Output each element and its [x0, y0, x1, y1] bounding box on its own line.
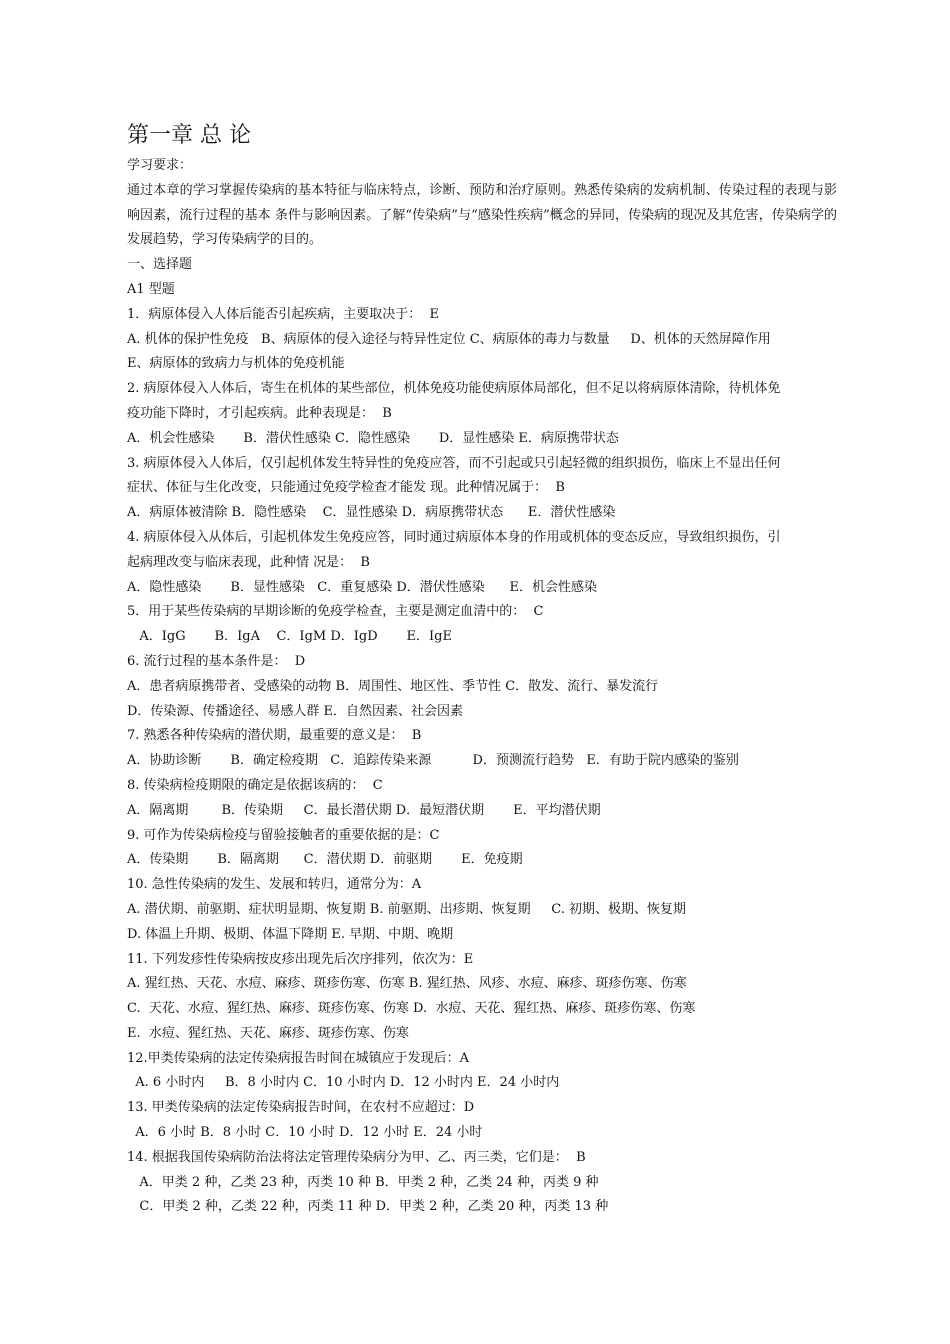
question-line: A．患者病原携带者、受感染的动物 B．周围性、地区性、季节性 C．散发、流行、暴发流行 — [127, 678, 659, 694]
question-line: A．隔离期 B．传染期 C．最长潜伏期 D．最短潜伏期 E．平均潜伏期 — [127, 802, 601, 818]
question-line: E. 水痘、猩红热、天花、麻疹、斑疹伤寒、伤寒 — [127, 1025, 409, 1041]
question-line: A．传染期 B．隔离期 C．潜伏期 D．前驱期 E．免疫期 — [127, 852, 523, 868]
question-line: 症状、体征与生化改变，只能通过免疫学检查才能发 现。此种情况属于： B — [127, 480, 565, 496]
question-line: 5．用于某些传染病的早期诊断的免疫学检查，主要是测定血清中的： C — [127, 604, 544, 620]
document-page — [127, 120, 837, 1220]
question-line: 疫功能下降时，才引起疾病。此种表现是： B — [127, 405, 392, 421]
question-line: A. 机体的保护性免疫 B、病原体的侵入途径与特异性定位 C、病原体的毒力与数量 D、机体的天然屏障作用 — [127, 331, 771, 347]
question-line: A．隐性感染 B．显性感染 C．重复感染 D．潜伏性感染 E．机会性感染 — [127, 579, 598, 595]
requirements-body: 通过本章的学习掌握传染病的基本特征与临床特点，诊断、预防和治疗原则。熟悉传染病的发病机制、传染过程的表现与影响因素，流行过程的基本 条件与影响因素。了解“传染病”与“感染性疾病”概念的异同，传染病的现况及其危害，传染病学的发展趋势，学习传染病学的目的。 — [127, 182, 837, 248]
question-line: A．机会性感染 B．潜伏性感染 C．隐性感染 D．显性感染 E．病原携带状态 — [127, 430, 619, 446]
question-line: 起病理改变与临床表现，此种情 况是： B — [127, 554, 370, 570]
question-line: 1．病原体侵入人体后能否引起疾病，主要取决于： E — [127, 306, 440, 322]
question-list — [127, 303, 837, 1220]
chapter-title: 第一章 总 论 — [127, 123, 251, 148]
question-line: A. 猩红热、天花、水痘、麻疹、斑疹伤寒、伤寒 B. 猩红热、风疹、水痘、麻疹、斑疹伤寒、伤寒 — [127, 976, 687, 992]
requirements-heading: 学习要求： — [127, 158, 193, 173]
question-line: A．甲类 2 种，乙类 23 种，丙类 10 种 B．甲类 2 种，乙类 24 种，丙类 9 种 — [127, 1174, 599, 1190]
question-line: 7. 熟悉各种传染病的潜伏期，最重要的意义是： B — [127, 728, 422, 744]
question-line: 2. 病原体侵入人体后，寄生在机体的某些部位，机体免疫功能使病原体局部化，但不足以将病原体清除，待机体免 — [127, 381, 781, 397]
question-line: D．传染源、传播途径、易感人群 E．自然因素、社会因素 — [127, 703, 464, 719]
question-line: A．6 小时 B．8 小时 C．10 小时 D．12 小时 E．24 小时 — [127, 1125, 483, 1141]
question-line: C．甲类 2 种，乙类 22 种，丙类 11 种 D．甲类 2 种，乙类 20 种，丙类 13 种 — [127, 1199, 609, 1215]
question-line: 14. 根据我国传染病防治法将法定管理传染病分为甲、乙、丙三类，它们是： B — [127, 1149, 586, 1165]
question-line: A．协助诊断 B．确定检疫期 C．追踪传染来源 D．预测流行趋势 E．有助于院内感染的鉴别 — [127, 753, 739, 769]
question-line: 6. 流行过程的基本条件是： D — [127, 653, 306, 669]
question-line: A．病原体被清除 B．隐性感染 C．显性感染 D．病原携带状态 E．潜伏性感染 — [127, 505, 616, 521]
question-line: E、病原体的致病力与机体的免疫机能 — [127, 356, 345, 372]
question-line: 10. 急性传染病的发生、发展和转归，通常分为：A — [127, 877, 422, 893]
question-line: A．IgG B．IgA C．IgM D．IgD E．IgE — [127, 629, 452, 645]
question-line: 3. 病原体侵入人体后，仅引起机体发生特异性的免疫应答，而不引起或只引起轻微的组织损伤，临床上不显出任何 — [127, 455, 781, 471]
question-line: 8. 传染病检疫期限的确定是依据该病的： C — [127, 777, 383, 793]
question-line: 4. 病原体侵入从体后，引起机体发生免疫应答，同时通过病原体本身的作用或机体的变态反应，导致组织损伤，引 — [127, 529, 781, 545]
question-type: A1 型题 — [127, 281, 175, 297]
question-line: D. 体温上升期、极期、体温下降期 E. 早期、中期、晚期 — [127, 926, 454, 942]
section-heading: 一、选择题 — [127, 257, 193, 273]
question-line: A. 6 小时内 B．8 小时内 C．10 小时内 D．12 小时内 E．24 小时内 — [127, 1075, 560, 1091]
question-line: A. 潜伏期、前驱期、症状明显期、恢复期 B. 前驱期、出疹期、恢复期 C. 初期、极期、恢复期 — [127, 901, 687, 917]
question-line: C. 天花、水痘、猩红热、麻疹、斑疹伤寒、伤寒 D. 水痘、天花、猩红热、麻疹、斑疹伤寒、伤寒 — [127, 1001, 696, 1017]
question-line: 12.甲类传染病的法定传染病报告时间在城镇应于发现后：A — [127, 1050, 470, 1066]
question-line: 13. 甲类传染病的法定传染病报告时间，在农村不应超过：D — [127, 1100, 475, 1116]
question-line: 11. 下列发疹性传染病按皮疹出现先后次序排列，依次为：E — [127, 951, 474, 967]
question-line: 9. 可作为传染病检疫与留验接触者的重要依据的是：C — [127, 827, 440, 843]
